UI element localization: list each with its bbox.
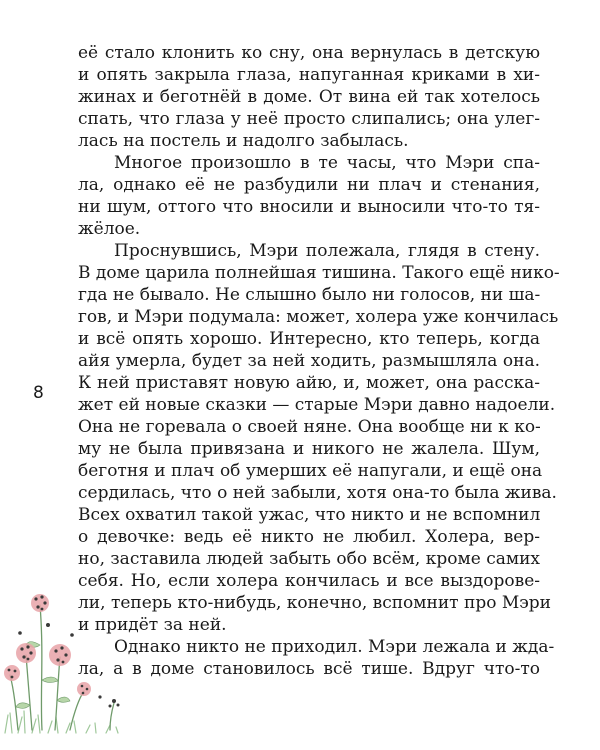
text-line: спать, что глаза у неё просто слипались; она улег- <box>78 109 540 129</box>
text-line: гда не бывало. Не слышно было ни голосов, ни ша- <box>78 285 541 305</box>
text-line: Однако никто не приходил. Мэри лежала и жда- <box>114 637 555 657</box>
text-line: му не была привязана и никого не жалела. Шум, <box>78 439 540 459</box>
text-line: ли, теперь кто-нибудь, конечно, вспомнит про Мэри <box>78 593 551 613</box>
body-text <box>78 42 560 680</box>
text-line: о девочке: ведь её никто не любил. Холера, вер- <box>78 527 540 547</box>
text-line: айя умерла, будет за ней ходить, размышляла она. <box>78 351 540 371</box>
text-line: ла, а в доме становилось всё тише. Вдруг что-то <box>78 659 540 679</box>
text-line: и всё опять хорошо. Интересно, кто теперь, когда <box>78 329 540 349</box>
paragraph <box>78 240 560 636</box>
page-number: 8 <box>33 383 44 403</box>
wildflowers-icon <box>0 585 140 735</box>
text-line: жинах и беготнёй в доме. От вина ей так хотелось <box>78 87 540 107</box>
text-line: беготня и плач об умерших её напугали, и ещё она <box>78 461 543 481</box>
text-line: Всех охватил такой ужас, что никто и не вспомнил <box>78 505 541 525</box>
text-line: гов, и Мэри подумала: может, холера уже кончилась <box>78 307 559 327</box>
paragraph <box>78 152 540 240</box>
text-line: лась на постель и надолго забылась. <box>78 131 409 151</box>
text-line: ла, однако её не разбудили ни плач и стенания, <box>78 175 540 195</box>
text-line: жёлое. <box>78 219 141 239</box>
paragraph <box>78 636 555 680</box>
paragraph <box>78 42 540 152</box>
text-line: Она не горевала о своей няне. Она вообще ни к ко- <box>78 417 541 437</box>
text-line: её стало клонить ко сну, она вернулась в детскую <box>78 43 540 63</box>
text-line: В доме царила полнейшая тишина. Такого ещё нико- <box>78 263 560 283</box>
text-line: но, заставила людей забыть обо всём, кроме самих <box>78 549 540 569</box>
text-line: К ней приставят новую айю, и, может, она расска- <box>78 373 540 393</box>
text-line: и придёт за ней. <box>78 615 227 635</box>
text-line: себя. Но, если холера кончилась и все выздорове- <box>78 571 540 591</box>
text-line: Многое произошло в те часы, что Мэри спа- <box>114 153 540 173</box>
text-line: сердилась, что о ней забыли, хотя она-то была жива. <box>78 483 557 503</box>
text-line: ни шум, оттого что вносили и выносили что-то тя- <box>78 197 540 217</box>
text-line: жет ей новые сказки — старые Мэри давно надоели. <box>78 395 556 415</box>
text-line: и опять закрыла глаза, напуганная криками в хи- <box>78 65 540 85</box>
text-line: Проснувшись, Мэри полежала, глядя в стену. <box>114 241 540 261</box>
